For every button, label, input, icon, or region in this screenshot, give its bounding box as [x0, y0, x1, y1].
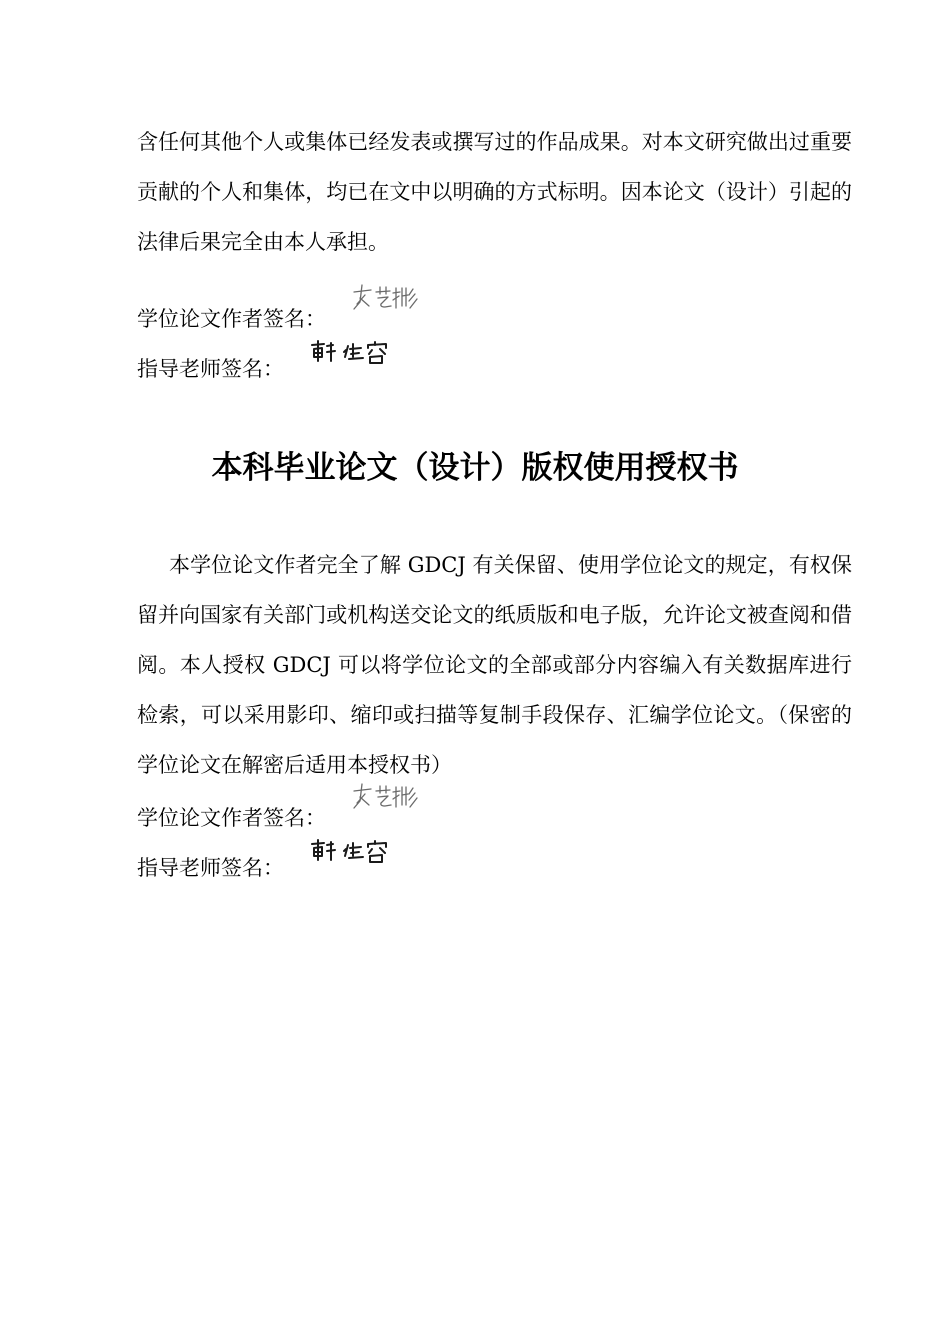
advisor-signature-label: 指导老师签名：	[137, 856, 284, 880]
author-signature-label: 学位论文作者签名：	[137, 307, 326, 331]
declaration-paragraph: 含任何其他个人或集体已经发表或撰写过的作品成果。对本文研究做出过重要贡献的个人和集体，均已在文中以明确的方式标明。因本论文（设计）引起的法律后果完全由本人承担。	[137, 130, 852, 254]
copyright-advisor-signature-row	[137, 853, 284, 883]
advisor-signature-label: 指导老师签名：	[137, 357, 284, 381]
author-handwritten-signature	[351, 781, 423, 815]
advisor-handwritten-signature	[309, 838, 401, 872]
copyright-authorization-title: 本科毕业论文（设计）版权使用授权书	[211, 450, 739, 486]
author-handwritten-signature	[351, 282, 423, 316]
author-signature-label: 学位论文作者签名：	[137, 806, 326, 830]
declaration-author-signature-row	[137, 304, 326, 334]
copyright-author-signature-row	[137, 803, 326, 833]
advisor-handwritten-signature	[309, 339, 401, 373]
declaration-advisor-signature-row	[137, 354, 284, 384]
copyright-paragraph: 本学位论文作者完全了解 GDCJ 有关保留、使用学位论文的规定，有权保留并向国家有关部门或机构送交论文的纸质版和电子版，允许论文被查阅和借阅。本人授权 GDCJ 可以将学位论文的全部或部分内容编入有关数据库进行检索，可以采用影印、缩印或扫描等复制手段保存、汇编学位论文。（保密的学位论文在解密后适用本授权书）	[137, 553, 852, 777]
